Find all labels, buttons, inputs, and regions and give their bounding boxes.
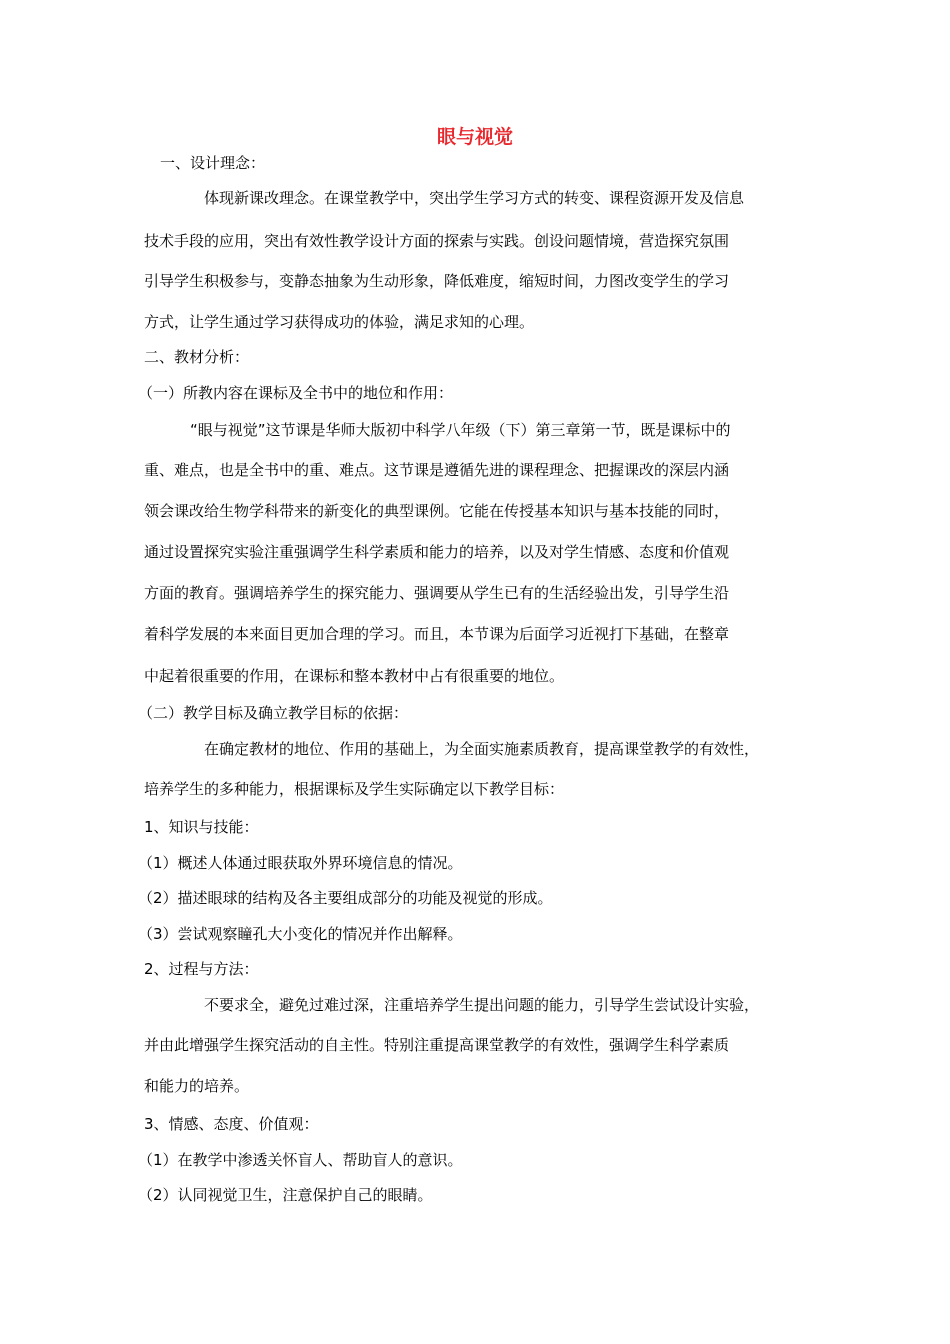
heading-material-analysis: 二、教材分析： [144, 348, 250, 366]
list-item: （1）在教学中渗透关怀盲人、帮助盲人的意识。 [138, 1151, 463, 1169]
heading-process-method: 2、过程与方法： [144, 960, 259, 978]
paragraph-line: 中起着很重要的作用，在课标和整本教材中占有很重要的地位。 [144, 667, 565, 685]
list-item: （2）认同视觉卫生，注意保护自己的眼睛。 [138, 1186, 433, 1204]
heading-knowledge-skills: 1、知识与技能： [144, 818, 259, 836]
paragraph-line: 通过设置探究实验注重强调学生科学素质和能力的培养，以及对学生情感、态度和价值观 [144, 543, 730, 561]
paragraph-line: 技术手段的应用，突出有效性教学设计方面的探索与实践。创设问题情境，营造探究氛围 [144, 232, 730, 250]
heading-emotion-values: 3、情感、态度、价值观： [144, 1115, 319, 1133]
paragraph-line: 并由此增强学生探究活动的自主性。特别注重提高课堂教学的有效性，强调学生科学素质 [144, 1036, 730, 1054]
paragraph-line: 和能力的培养。 [144, 1077, 250, 1095]
document-title: 眼与视觉 [436, 126, 513, 148]
paragraph-line: 领会课改给生物学科带来的新变化的典型课例。它能在传授基本知识与基本技能的同时， [144, 502, 730, 520]
paragraph-line: 在确定教材的地位、作用的基础上，为全面实施素质教育，提高课堂教学的有效性， [204, 740, 760, 758]
paragraph-line: 不要求全，避免过难过深，注重培养学生提出问题的能力，引导学生尝试设计实验， [204, 996, 760, 1014]
paragraph-line: 着科学发展的本来面目更加合理的学习。而且，本节课为后面学习近视打下基础，在整章 [144, 625, 730, 643]
heading-design-concept: 一、设计理念： [160, 154, 266, 172]
list-item: （3）尝试观察瞳孔大小变化的情况并作出解释。 [138, 925, 463, 943]
subheading-position-role: （一）所教内容在课标及全书中的地位和作用： [138, 384, 454, 402]
list-item: （2）描述眼球的结构及各主要组成部分的功能及视觉的形成。 [138, 889, 553, 907]
subheading-teaching-goals: （二）教学目标及确立教学目标的依据： [138, 704, 409, 722]
paragraph-line: 引导学生积极参与，变静态抽象为生动形象，降低难度，缩短时间，力图改变学生的学习 [144, 272, 730, 290]
paragraph-line: 重、难点，也是全书中的重、难点。这节课是遵循先进的课程理念、把握课改的深层内涵 [144, 461, 730, 479]
paragraph-line: “眼与视觉”这节课是华师大版初中科学八年级（下）第三章第一节，既是课标中的 [190, 421, 731, 439]
list-item: （1）概述人体通过眼获取外界环境信息的情况。 [138, 854, 463, 872]
paragraph-line: 体现新课改理念。在课堂教学中，突出学生学习方式的转变、课程资源开发及信息 [204, 189, 745, 207]
paragraph-line: 方式，让学生通过学习获得成功的体验，满足求知的心理。 [144, 313, 535, 331]
paragraph-line: 培养学生的多种能力，根据课标及学生实际确定以下教学目标： [144, 780, 565, 798]
paragraph-line: 方面的教育。强调培养学生的探究能力、强调要从学生已有的生活经验出发，引导学生沿 [144, 584, 730, 602]
